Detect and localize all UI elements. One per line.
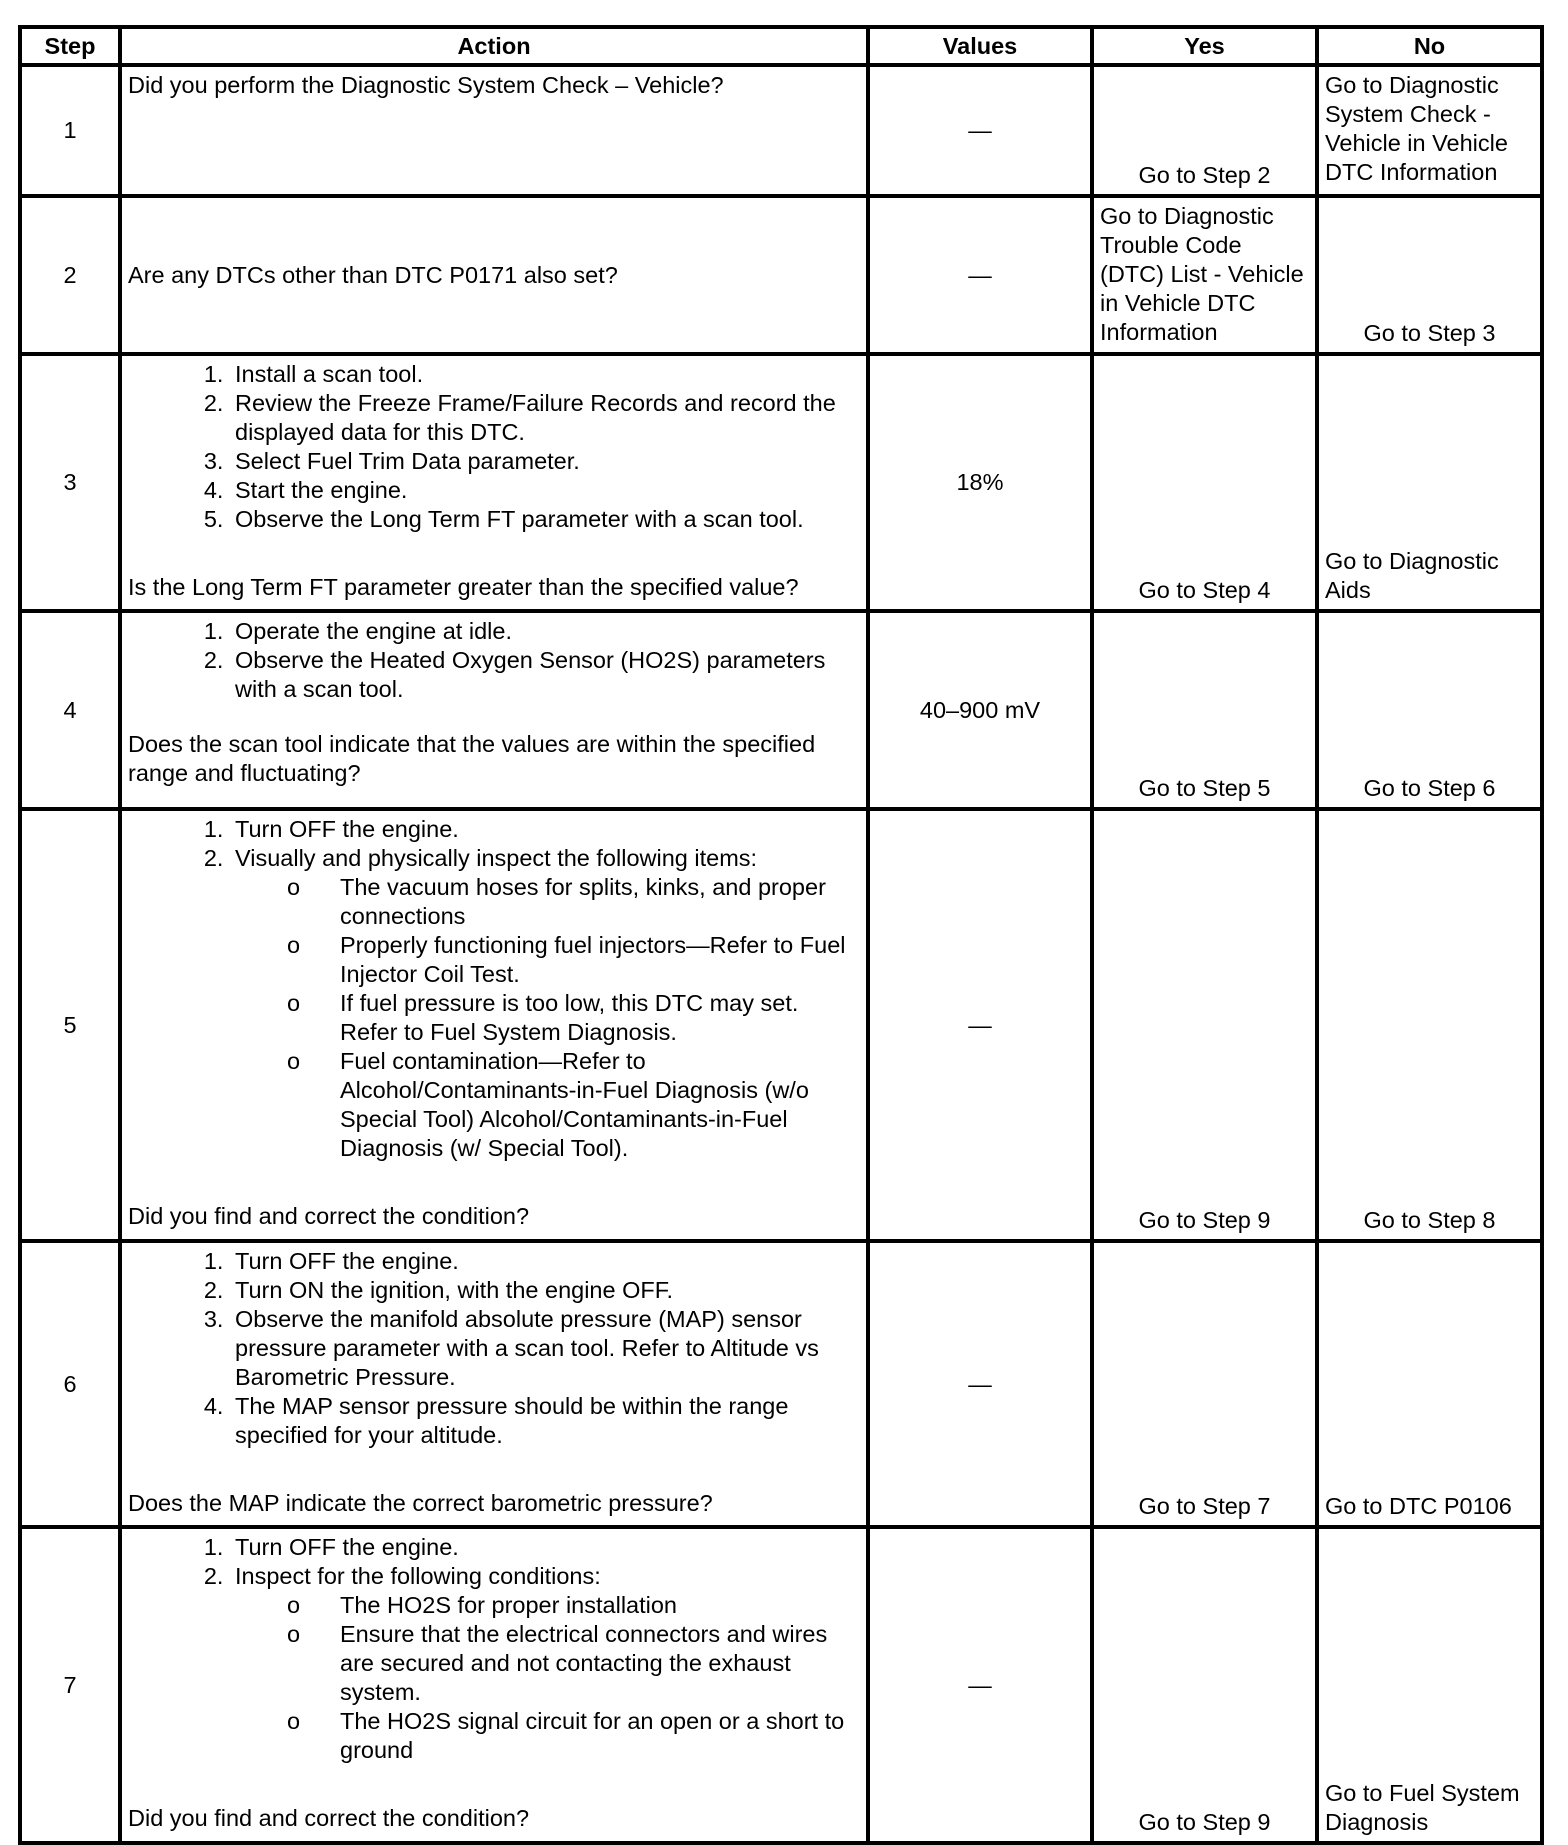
diagnostic-table-container <box>18 25 1540 1845</box>
action-subitem: o The HO2S signal circuit for an open or a short to ground <box>335 1707 860 1765</box>
yes-cell: Go to Step 5 <box>1092 611 1317 809</box>
step-number: 7 <box>20 1527 120 1843</box>
action-subitems <box>235 1591 860 1765</box>
table-row <box>20 809 1542 1241</box>
action-subitem: o The HO2S for proper installation <box>335 1591 860 1620</box>
action-steps <box>128 1247 860 1450</box>
table-row <box>20 611 1542 809</box>
yes-cell: Go to Step 9 <box>1092 809 1317 1241</box>
action-step: 1. Operate the engine at idle. <box>230 617 860 646</box>
header-yes: Yes <box>1092 27 1317 65</box>
action-step: 3. Select Fuel Trim Data parameter. <box>230 447 860 476</box>
action-question: Are any DTCs other than DTC P0171 also set? <box>120 196 868 354</box>
action-cell <box>120 354 868 611</box>
action-subitems <box>235 873 860 1163</box>
step-number: 5 <box>20 809 120 1241</box>
no-cell: Go to Step 6 <box>1317 611 1542 809</box>
step-number: 4 <box>20 611 120 809</box>
action-steps <box>128 1533 860 1765</box>
value-cell: 40–900 mV <box>868 611 1092 809</box>
value-cell: — <box>868 809 1092 1241</box>
action-subitem: o Ensure that the electrical connectors and wires are secured and not contacting the exhaust system. <box>335 1620 860 1707</box>
action-question: Does the scan tool indicate that the values are within the specified range and fluctuating? <box>128 731 816 786</box>
action-question: Did you find and correct the condition? <box>128 1203 530 1229</box>
action-step: 5. Observe the Long Term FT parameter with a scan tool. <box>230 505 860 534</box>
action-step: 3. Observe the manifold absolute pressure (MAP) sensor pressure parameter with a scan tool. Refer to Altitude vs Barometric Pressure. <box>230 1305 860 1392</box>
diagnostic-table <box>18 25 1544 1845</box>
no-cell: Go to Diagnostic System Check - Vehicle in Vehicle DTC Information <box>1317 65 1542 196</box>
action-subitem: o Properly functioning fuel injectors—Refer to Fuel Injector Coil Test. <box>335 931 860 989</box>
yes-cell: Go to Step 7 <box>1092 1241 1317 1527</box>
header-step: Step <box>20 27 120 65</box>
step-number: 2 <box>20 196 120 354</box>
step-number: 1 <box>20 65 120 196</box>
action-step <box>230 1562 860 1765</box>
table-row <box>20 1241 1542 1527</box>
action-question: Does the MAP indicate the correct barometric pressure? <box>128 1490 713 1516</box>
header-row <box>20 27 1542 65</box>
yes-cell: Go to Step 4 <box>1092 354 1317 611</box>
table-row <box>20 65 1542 196</box>
table-row <box>20 1527 1542 1843</box>
header-values: Values <box>868 27 1092 65</box>
value-cell: — <box>868 196 1092 354</box>
no-cell: Go to Fuel System Diagnosis <box>1317 1527 1542 1843</box>
action-step: 2. Observe the Heated Oxygen Sensor (HO2S) parameters with a scan tool. <box>230 646 860 704</box>
no-cell: Go to Step 8 <box>1317 809 1542 1241</box>
action-step <box>230 844 860 1163</box>
yes-cell: Go to Step 9 <box>1092 1527 1317 1843</box>
action-question: Did you find and correct the condition? <box>128 1805 530 1831</box>
action-cell <box>120 1241 868 1527</box>
header-no: No <box>1317 27 1542 65</box>
action-question: Is the Long Term FT parameter greater than the specified value? <box>128 574 799 600</box>
action-step-text: Inspect for the following conditions: <box>235 1563 601 1589</box>
table-row <box>20 196 1542 354</box>
action-step: 1. Turn OFF the engine. <box>230 1533 860 1562</box>
action-cell <box>120 1527 868 1843</box>
value-cell: — <box>868 1241 1092 1527</box>
yes-cell: Go to Step 2 <box>1092 65 1317 196</box>
action-subitem: o Fuel contamination—Refer to Alcohol/Contaminants-in-Fuel Diagnosis (w/o Special Tool) Alcohol/Contaminants-in-Fuel Diagnosis (w/ Special Tool). <box>335 1047 860 1163</box>
value-cell: — <box>868 65 1092 196</box>
action-step: 2. Turn ON the ignition, with the engine OFF. <box>230 1276 860 1305</box>
action-steps <box>128 617 860 704</box>
no-cell: Go to DTC P0106 <box>1317 1241 1542 1527</box>
action-step: 1. Turn OFF the engine. <box>230 1247 860 1276</box>
header-action: Action <box>120 27 868 65</box>
yes-cell: Go to Diagnostic Trouble Code (DTC) List - Vehicle in Vehicle DTC Information <box>1092 196 1317 354</box>
action-step: 2. Review the Freeze Frame/Failure Records and record the displayed data for this DTC. <box>230 389 860 447</box>
value-cell: — <box>868 1527 1092 1843</box>
action-step-text: Visually and physically inspect the following items: <box>235 845 758 871</box>
action-steps <box>128 815 860 1163</box>
action-question: Did you perform the Diagnostic System Check – Vehicle? <box>120 65 868 196</box>
table-row <box>20 354 1542 611</box>
action-subitem: o The vacuum hoses for splits, kinks, and proper connections <box>335 873 860 931</box>
step-number: 3 <box>20 354 120 611</box>
action-steps <box>128 360 860 534</box>
action-cell <box>120 611 868 809</box>
action-step: 4. The MAP sensor pressure should be within the range specified for your altitude. <box>230 1392 860 1450</box>
value-cell: 18% <box>868 354 1092 611</box>
action-cell <box>120 809 868 1241</box>
no-cell: Go to Step 3 <box>1317 196 1542 354</box>
step-number: 6 <box>20 1241 120 1527</box>
action-step: 1. Turn OFF the engine. <box>230 815 860 844</box>
no-cell: Go to Diagnostic Aids <box>1317 354 1542 611</box>
action-subitem: o If fuel pressure is too low, this DTC may set. Refer to Fuel System Diagnosis. <box>335 989 860 1047</box>
action-step: 4. Start the engine. <box>230 476 860 505</box>
action-step: 1. Install a scan tool. <box>230 360 860 389</box>
